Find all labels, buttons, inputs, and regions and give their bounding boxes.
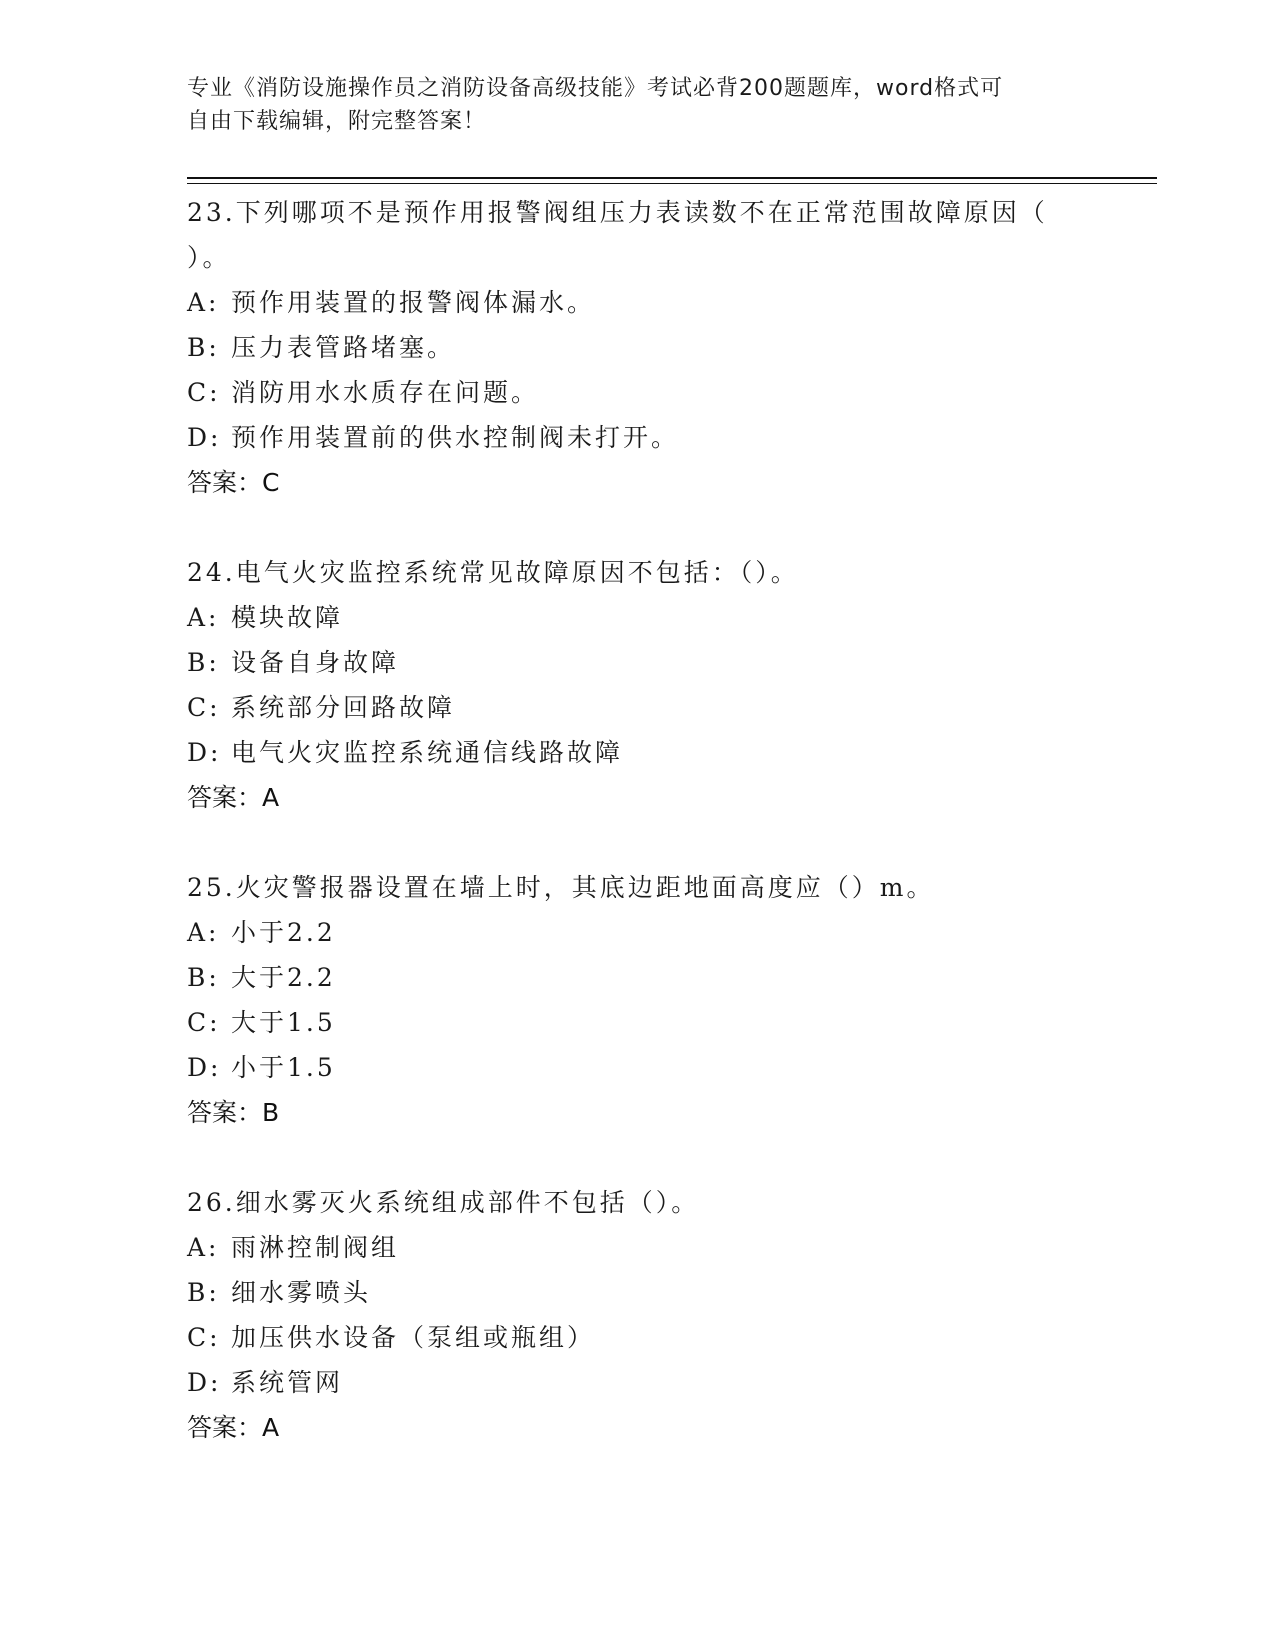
option-d bbox=[187, 415, 1087, 460]
question-stem-line-1: 26.细水雾灭火系统组成部件不包括（）。 bbox=[187, 1188, 700, 1217]
option-d bbox=[187, 1360, 1087, 1405]
question-stem-line-1: 24.电气火灾监控系统常见故障原因不包括：（）。 bbox=[187, 558, 799, 587]
option-b bbox=[187, 325, 1087, 370]
question-stem-line-2: ）。 bbox=[187, 243, 231, 272]
option-key: A: bbox=[187, 603, 220, 632]
question-stem bbox=[187, 550, 1087, 595]
option-text: 细水雾喷头 bbox=[231, 1278, 372, 1307]
option-c bbox=[187, 1000, 1087, 1045]
option-b bbox=[187, 1270, 1087, 1315]
option-a bbox=[187, 910, 1087, 955]
option-key: C: bbox=[187, 378, 221, 407]
question-25 bbox=[187, 865, 1087, 1135]
option-b bbox=[187, 640, 1087, 685]
option-text: 压力表管路堵塞。 bbox=[231, 333, 456, 362]
option-text: 预作用装置的报警阀体漏水。 bbox=[231, 288, 596, 317]
option-b bbox=[187, 955, 1087, 1000]
option-key: A: bbox=[187, 1233, 220, 1262]
answer-line: 答案：A bbox=[187, 783, 280, 812]
option-c bbox=[187, 370, 1087, 415]
option-key: C: bbox=[187, 693, 221, 722]
option-d bbox=[187, 730, 1087, 775]
option-key: D: bbox=[187, 738, 222, 767]
answer-line: 答案：A bbox=[187, 1413, 280, 1442]
option-a bbox=[187, 1225, 1087, 1270]
question-list bbox=[187, 190, 1087, 1495]
option-text: 系统部分回路故障 bbox=[231, 693, 456, 722]
option-c bbox=[187, 1315, 1087, 1360]
option-key: C: bbox=[187, 1323, 221, 1352]
option-text: 系统管网 bbox=[231, 1368, 344, 1397]
answer-line: 答案：C bbox=[187, 468, 280, 497]
option-key: A: bbox=[187, 918, 220, 947]
option-key: C: bbox=[187, 1008, 221, 1037]
header-divider-thick bbox=[187, 177, 1157, 179]
option-d bbox=[187, 1045, 1087, 1090]
question-stem bbox=[187, 865, 1087, 910]
question-23 bbox=[187, 190, 1087, 505]
header-line-1: 专业《消防设施操作员之消防设备高级技能》考试必背200题题库，word格式可 bbox=[187, 76, 1004, 101]
option-key: B: bbox=[187, 1278, 220, 1307]
option-text: 大于2.2 bbox=[231, 963, 336, 992]
option-a bbox=[187, 595, 1087, 640]
option-a bbox=[187, 280, 1087, 325]
option-text: 预作用装置前的供水控制阀未打开。 bbox=[231, 423, 680, 452]
question-stem bbox=[187, 190, 1087, 280]
question-24 bbox=[187, 550, 1087, 820]
option-key: D: bbox=[187, 1368, 222, 1397]
option-c bbox=[187, 685, 1087, 730]
option-key: D: bbox=[187, 423, 222, 452]
option-text: 消防用水水质存在问题。 bbox=[231, 378, 540, 407]
question-stem-line-1: 23.下列哪项不是预作用报警阀组压力表读数不在正常范围故障原因（ bbox=[187, 198, 1048, 227]
option-key: A: bbox=[187, 288, 220, 317]
question-stem bbox=[187, 1180, 1087, 1225]
option-text: 小于1.5 bbox=[231, 1053, 336, 1082]
option-text: 大于1.5 bbox=[231, 1008, 336, 1037]
option-text: 小于2.2 bbox=[231, 918, 336, 947]
answer-line: 答案：B bbox=[187, 1098, 280, 1127]
question-26 bbox=[187, 1180, 1087, 1450]
option-text: 模块故障 bbox=[231, 603, 344, 632]
question-stem-line-1: 25.火灾警报器设置在墙上时，其底边距地面高度应（）m。 bbox=[187, 873, 935, 902]
option-text: 雨淋控制阀组 bbox=[231, 1233, 400, 1262]
option-key: B: bbox=[187, 333, 220, 362]
option-text: 设备自身故障 bbox=[231, 648, 400, 677]
header-line-2: 自由下载编辑，附完整答案！ bbox=[187, 109, 487, 134]
option-key: D: bbox=[187, 1053, 222, 1082]
document-header bbox=[187, 72, 1087, 138]
option-key: B: bbox=[187, 648, 220, 677]
option-key: B: bbox=[187, 963, 220, 992]
option-text: 电气火灾监控系统通信线路故障 bbox=[231, 738, 624, 767]
option-text: 加压供水设备（泵组或瓶组） bbox=[231, 1323, 596, 1352]
header-divider-thin bbox=[187, 183, 1157, 184]
